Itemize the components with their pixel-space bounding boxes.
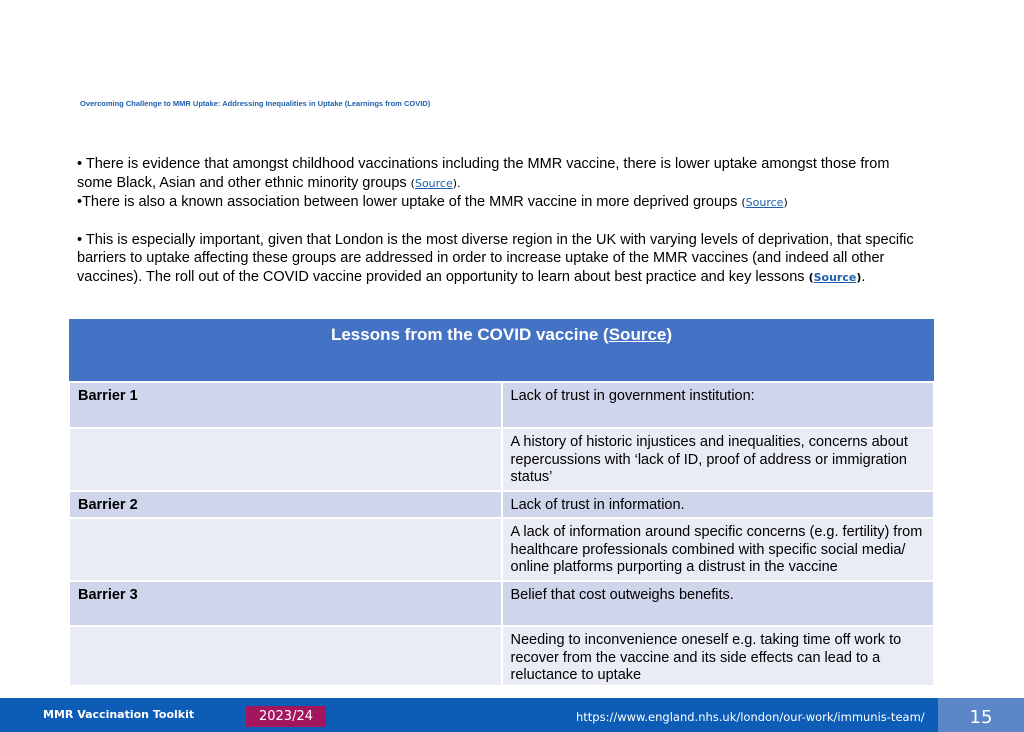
lessons-table: [68, 319, 935, 687]
bullet-3-source-link[interactable]: Source: [813, 270, 857, 284]
page-number: 15: [969, 707, 993, 728]
table-header: [69, 319, 934, 382]
barrier-text: Lack of trust in information.: [502, 491, 935, 518]
table-header-source-link[interactable]: Source: [608, 325, 667, 344]
table-row: [69, 382, 934, 428]
bullet-list: [77, 155, 927, 287]
bullet-1: • There is evidence that amongst childhood vaccinations including the MMR vaccine, there is lower uptake amongst those from some Black, Asian and other ethnic minority groups (Source).: [77, 156, 890, 191]
barrier-text: Belief that cost outweighs benefits.: [502, 581, 935, 626]
barrier-detail-text: A history of historic injustices and inequalities, concerns about repercussions with ‘lack of ID, proof of address or immigration status’: [502, 428, 935, 491]
bullet-3-text: This is especially important, given that London is the most diverse region in the UK with varying levels of deprivation, that specific barriers to uptake affecting these groups are addressed in order to increase uptake of the MMR vaccines (and indeed all other vaccines). The roll out of the COVID vaccine provided an opportunity to learn about best practice and key lessons: [77, 231, 914, 285]
barrier-detail-text: Needing to inconvenience oneself e.g. taking time off work to recover from the vaccine and its side effects can lead to a reluctance to uptake: [502, 626, 935, 686]
barrier-label: [69, 428, 502, 491]
barrier-label: Barrier 3: [69, 581, 502, 626]
bullet-2: •There is also a known association between lower uptake of the MMR vaccine in more deprived groups (Source): [77, 194, 788, 210]
barrier-label: [69, 626, 502, 686]
bullet-2-text: There is also a known association between lower uptake of the MMR vaccine in more deprived groups: [82, 194, 742, 210]
bullet-3: • This is especially important, given that London is the most diverse region in the UK with varying levels of deprivation, that specific barriers to uptake affecting these groups are addressed in order to increase uptake of the MMR vaccines (and indeed all other vaccines). The roll out of the COVID vaccine provided an opportunity to learn about best practice and key lessons (Source).: [77, 231, 914, 285]
slide-title: Overcoming Challenge to MMR Uptake: Addressing Inequalities in Uptake (Learnings from COVID): [80, 99, 431, 108]
footer-bar: [0, 698, 1024, 732]
page-number-box: [938, 698, 1024, 732]
bullet-1-source-link[interactable]: Source: [414, 176, 453, 190]
barrier-label: Barrier 1: [69, 382, 502, 428]
table-row: [69, 491, 934, 518]
footer-url-link[interactable]: https://www.england.nhs.uk/london/our-work/immunis-team/: [576, 710, 925, 724]
barrier-text: Lack of trust in government institution:: [502, 382, 935, 428]
table-header-close: ): [666, 325, 673, 344]
table-row: [69, 518, 934, 581]
footer-toolkit-title: MMR Vaccination Toolkit: [43, 708, 195, 721]
table-header-text: Lessons from the COVID vaccine (: [330, 325, 609, 344]
table-row: [69, 626, 934, 686]
barrier-label: Barrier 2: [69, 491, 502, 518]
table-row: [69, 428, 934, 491]
bullet-2-source-link[interactable]: Source: [745, 196, 784, 209]
bullet-1-text: There is evidence that amongst childhood vaccinations including the MMR vaccine, there is lower uptake amongst those from some Black, Asian and other ethnic minority groups: [77, 156, 890, 191]
barrier-label: [69, 518, 502, 581]
barrier-detail-text: A lack of information around specific concerns (e.g. fertility) from healthcare professionals combined with specific social media/ online platforms purporting a distrust in the vaccine: [502, 518, 935, 581]
table-row: [69, 581, 934, 626]
year-badge: 2023/24: [246, 706, 326, 727]
